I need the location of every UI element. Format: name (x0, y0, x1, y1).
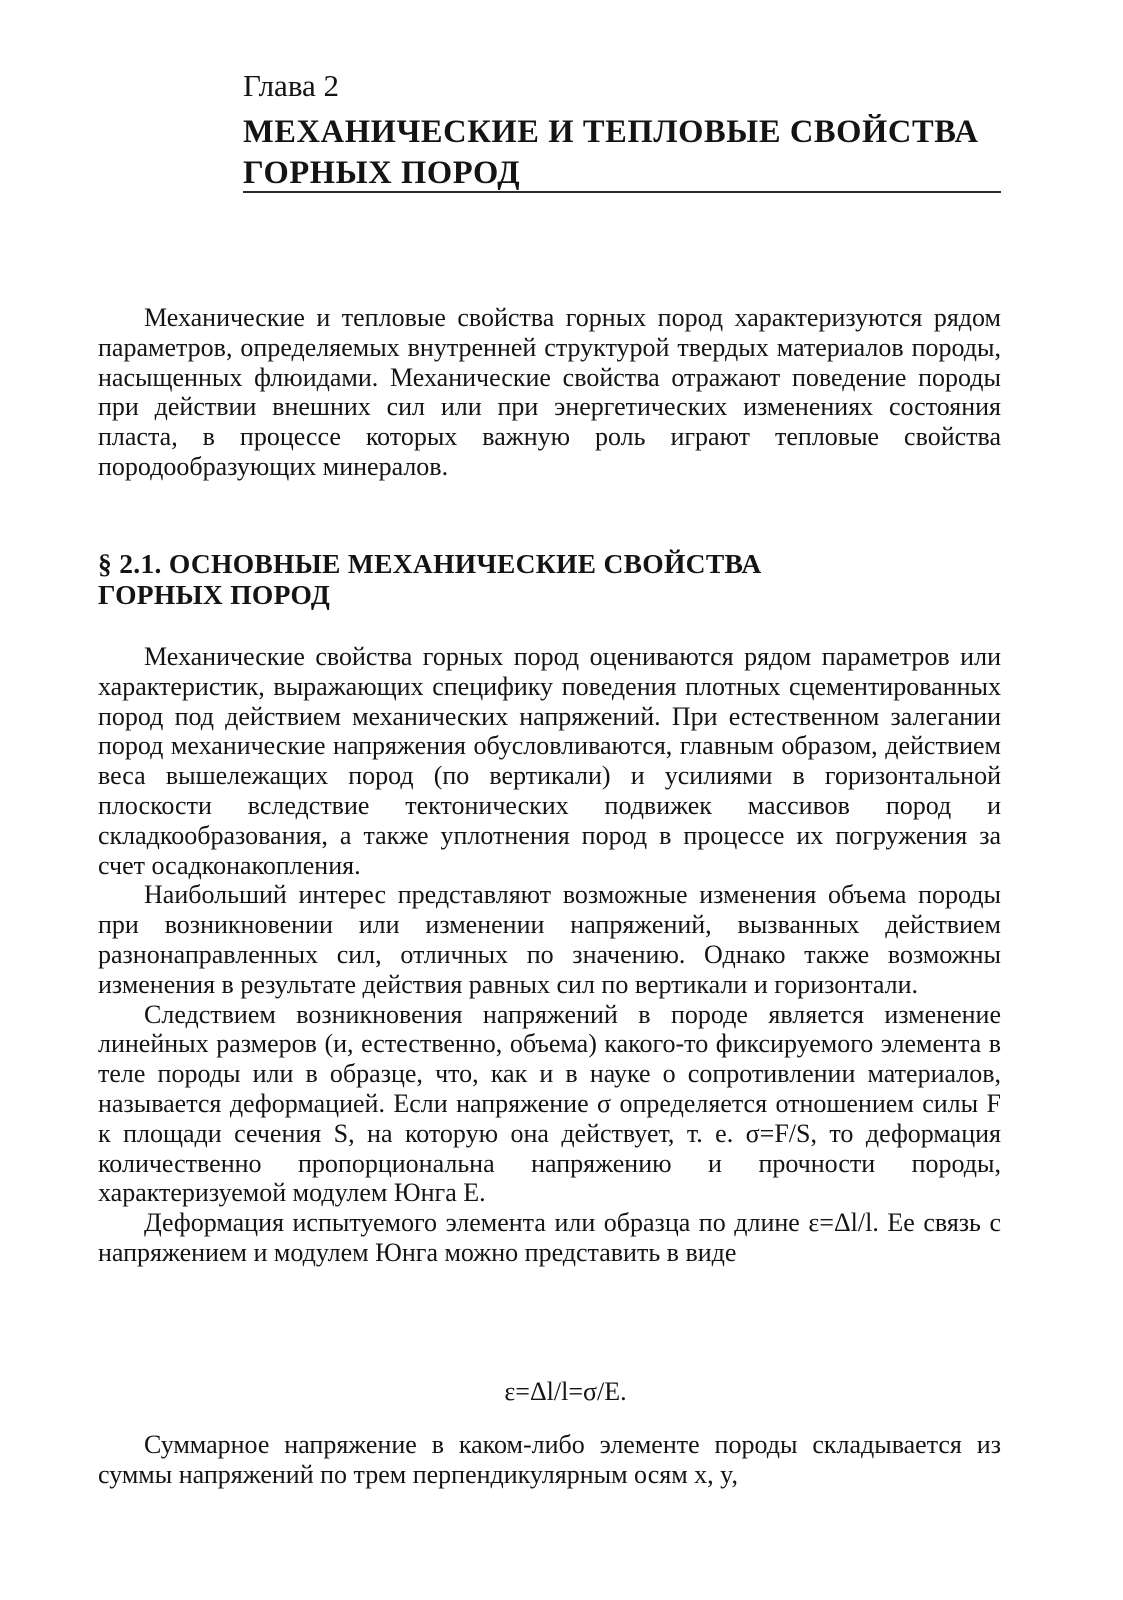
title-divider (243, 191, 1001, 193)
continuation-block (98, 1430, 1001, 1490)
chapter-title (243, 112, 1033, 194)
section-heading (98, 548, 1001, 610)
section-heading-line-2: ГОРНЫХ ПОРОД (98, 579, 331, 610)
chapter-title-line-2: ГОРНЫХ ПОРОД (243, 155, 521, 191)
chapter-title-line-1: МЕХАНИЧЕСКИЕ И ТЕПЛОВЫЕ СВОЙСТВА (243, 114, 979, 150)
intro-block (98, 303, 1001, 482)
chapter-label: Глава 2 (243, 68, 340, 103)
strain-formula: ε=Δl/l=σ/E. (504, 1377, 627, 1406)
intro-paragraph: Механические и тепловые свойства горных пород характеризуются рядом параметров, определяемых внутренней структурой твердых материалов породы, насыщенных флюидами. Механические свойства отражают поведение породы при действии внешних сил или при энергетических изменениях состояния пласта, в процессе которых важную роль играют тепловые свойства породообразующих минералов. (98, 303, 1001, 481)
body-paragraph-5: Суммарное напряжение в каком-либо элементе породы складывается из суммы напряжений по трем перпендикулярным осям x, y, (98, 1430, 1001, 1489)
body-paragraph-1: Механические свойства горных пород оцениваются рядом параметров или характеристик, выражающих специфику поведения плотных сцементированных пород под действием механических напряжений. При естественном залегании пород механические напряжения обусловливаются, главным образом, действием веса вышележащих пород (по вертикали) и усилиями в горизонтальной плоскости вследствие тектонических подвижек массивов пород и складкообразования, а также уплотнения пород в процессе их погружения за счет осадконакопления. (98, 642, 1001, 880)
body-paragraph-2: Наибольший интерес представляют возможные изменения объема породы при возникновении или изменении напряжений, вызванных действием разнонаправленных сил, отличных по значению. Однако также возможны изменения в результате действия равных сил по вертикали и горизонтали. (98, 880, 1001, 999)
body-paragraph-3: Следствием возникновения напряжений в породе является изменение линейных размеров (и, естественно, объема) какого-то фиксируемого элемента в теле породы или в образце, что, как и в науке о сопротивлении материалов, называется деформацией. Если напряжение σ определяется отношением силы F к площади сечения S, на которую она действует, т. е. σ=F/S, то деформация количественно пропорциональна напряжению и прочности породы, характеризуемой модулем Юнга E. (98, 999, 1001, 1208)
body-paragraph-4: Деформация испытуемого элемента или образца по длине ε=Δl/l. Ее связь с напряжением и модулем Юнга можно представить в виде (98, 1208, 1001, 1267)
section-heading-line-1: § 2.1. ОСНОВНЫЕ МЕХАНИЧЕСКИЕ СВОЙСТВА (98, 548, 762, 579)
section-body (98, 642, 1001, 1268)
